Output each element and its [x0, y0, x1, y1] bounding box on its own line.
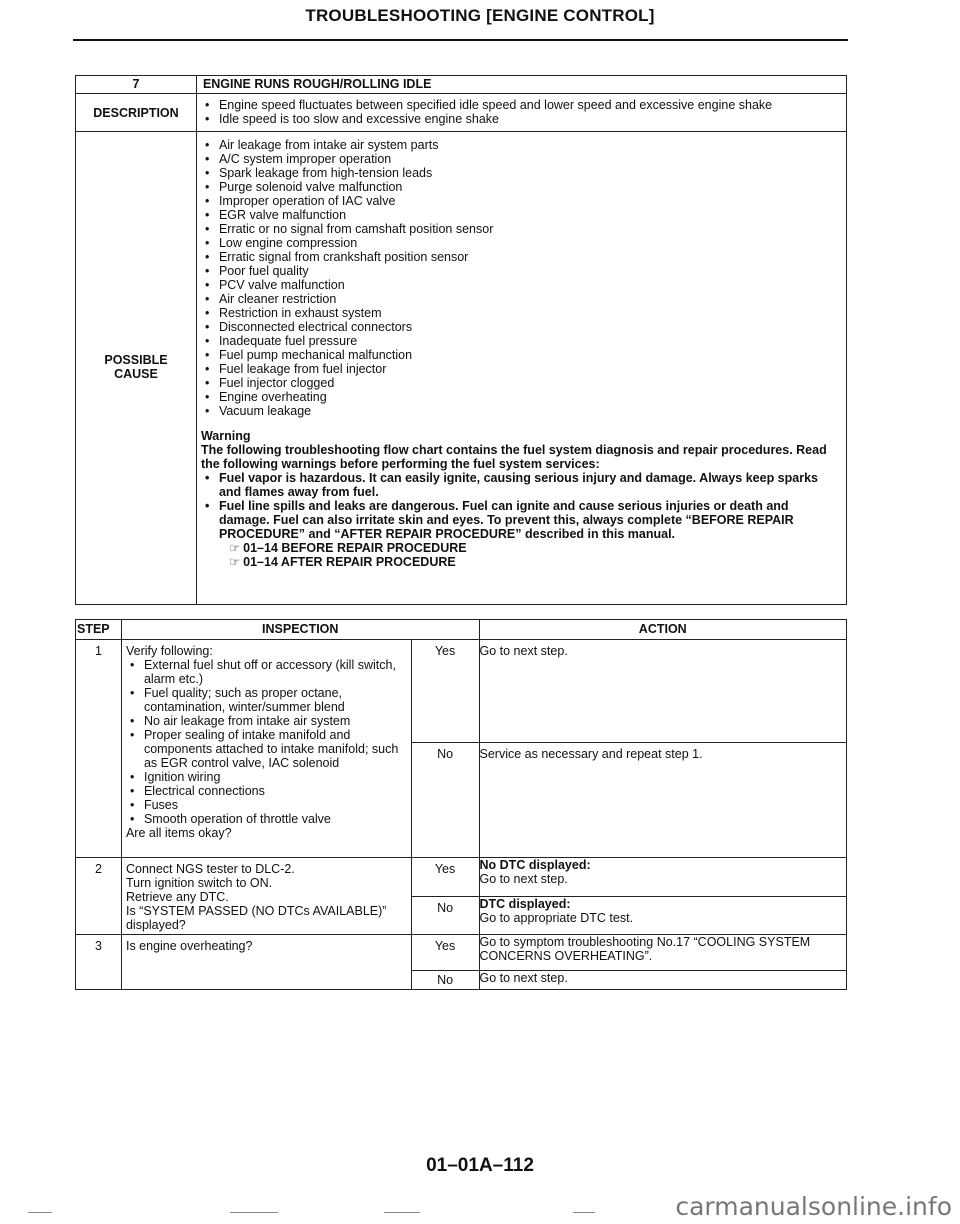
inspection-question: Are all items okay?: [125, 826, 232, 840]
answer-no: No: [411, 896, 479, 935]
list-item: • Smooth operation of throttle valve: [126, 812, 405, 826]
list-item: • Idle speed is too slow and excessive engine shake: [201, 112, 840, 126]
reference-link-label: 01–14 AFTER REPAIR PROCEDURE: [243, 555, 456, 569]
reference-hand-icon: ☞: [228, 541, 241, 555]
step-inspection: Is engine overheating?: [121, 935, 411, 990]
action-text: Go to next step.: [479, 872, 568, 886]
possible-cause-list: [201, 138, 840, 418]
scan-mark: [384, 1212, 420, 1213]
list-item: • Fuel injector clogged: [201, 376, 840, 390]
step-number: 3: [76, 935, 122, 990]
inspection-intro: Verify following:: [125, 644, 213, 658]
action-title: No DTC displayed:: [479, 858, 591, 872]
action-no: Service as necessary and repeat step 1.: [479, 743, 846, 858]
possible-cause-row: [76, 132, 847, 605]
table-row: [76, 935, 847, 971]
scan-mark: [230, 1212, 278, 1213]
list-item: • PCV valve malfunction: [201, 278, 840, 292]
inspection-line: Retrieve any DTC.: [125, 890, 229, 904]
site-watermark: carmanualsonline.info: [675, 1192, 952, 1221]
warning-heading: Warning: [200, 429, 251, 443]
possible-cause-label-line1: POSSIBLE: [104, 353, 168, 367]
action-title: DTC displayed:: [479, 896, 571, 911]
answer-yes: Yes: [411, 935, 479, 971]
action-no: Go to next step.: [479, 971, 846, 990]
list-item: • EGR valve malfunction: [201, 208, 840, 222]
list-item: • Proper sealing of intake manifold and components attached to intake manifold; such as EGR control valve, IAC solenoid: [126, 728, 405, 770]
list-item: • Fuses: [126, 798, 405, 812]
description-list: [201, 98, 840, 126]
list-item: • Purge solenoid valve malfunction: [201, 180, 840, 194]
possible-cause-label: [76, 132, 197, 605]
warning-list: [201, 471, 840, 541]
answer-yes: Yes: [411, 858, 479, 897]
scan-mark: [573, 1212, 595, 1213]
warning-intro: The following troubleshooting flow chart contains the fuel system diagnosis and repair procedures. Read the following warnings before performing the fuel system services:: [200, 443, 827, 471]
list-item: • No air leakage from intake air system: [126, 714, 405, 728]
list-item: • Vacuum leakage: [201, 404, 840, 418]
list-item: • Improper operation of IAC valve: [201, 194, 840, 208]
description-label: DESCRIPTION: [76, 94, 197, 132]
symptom-number: 7: [76, 76, 197, 94]
action-no: [479, 896, 846, 935]
list-item: • Restriction in exhaust system: [201, 306, 840, 320]
table-row: [76, 640, 847, 743]
step-number: 2: [76, 858, 122, 935]
table-row: [76, 858, 847, 897]
answer-no: No: [411, 971, 479, 990]
steps-header-row: [76, 620, 847, 640]
step-inspection: [121, 858, 411, 935]
action-yes: [479, 858, 846, 897]
list-item: • External fuel shut off or accessory (kill switch, alarm etc.): [126, 658, 405, 686]
list-item: • Poor fuel quality: [201, 264, 840, 278]
action-header: ACTION: [479, 620, 846, 640]
description-content: [196, 94, 846, 132]
list-item: • A/C system improper operation: [201, 152, 840, 166]
symptom-title: ENGINE RUNS ROUGH/ROLLING IDLE: [196, 76, 846, 94]
action-yes: Go to symptom troubleshooting No.17 “COOLING SYSTEM CONCERNS OVERHEATING”.: [479, 935, 846, 971]
page-number: 01–01A–112: [426, 1155, 534, 1176]
list-item: • Fuel pump mechanical malfunction: [201, 348, 840, 362]
inspection-line: Connect NGS tester to DLC-2.: [125, 862, 295, 876]
possible-cause-label-line2: CAUSE: [114, 367, 158, 381]
list-item: • Erratic or no signal from camshaft position sensor: [201, 222, 840, 236]
list-item: • Erratic signal from crankshaft position sensor: [201, 250, 840, 264]
page-title: TROUBLESHOOTING [ENGINE CONTROL]: [305, 6, 655, 25]
step-header: STEP: [76, 620, 122, 640]
reference-link-label: 01–14 BEFORE REPAIR PROCEDURE: [243, 541, 467, 555]
list-item: • Disconnected electrical connectors: [201, 320, 840, 334]
list-item: • Fuel vapor is hazardous. It can easily ignite, causing serious injury and damage. Always keep sparks and flames away from fuel.: [201, 471, 840, 499]
list-item: • Air cleaner restriction: [201, 292, 840, 306]
symptom-title-row: [76, 76, 847, 94]
symptom-table: [75, 75, 847, 605]
answer-yes: Yes: [411, 640, 479, 743]
inspection-header: INSPECTION: [121, 620, 479, 640]
possible-cause-content: [196, 132, 846, 605]
list-item: • Fuel line spills and leaks are dangerous. Fuel can ignite and cause serious injuries or death and damage. Fuel can also irritate skin and eyes. To prevent this, always complete “BEFORE REPAIR PROCEDURE” and “AFTER REPAIR PROCEDURE” described in this manual.: [201, 499, 840, 541]
list-item: • Air leakage from intake air system parts: [201, 138, 840, 152]
inspection-list: [126, 658, 405, 826]
reference-hand-icon: ☞: [228, 555, 241, 569]
header-rule: [73, 39, 848, 41]
list-item: • Low engine compression: [201, 236, 840, 250]
reference-link-before[interactable]: [201, 541, 840, 555]
action-yes: Go to next step.: [479, 640, 846, 743]
step-inspection: [121, 640, 411, 858]
list-item: • Engine overheating: [201, 390, 840, 404]
action-text: Go to appropriate DTC test.: [479, 910, 634, 925]
reference-link-after[interactable]: [201, 555, 840, 569]
scan-mark: [28, 1212, 52, 1213]
list-item: • Fuel leakage from fuel injector: [201, 362, 840, 376]
description-row: [76, 94, 847, 132]
list-item: • Spark leakage from high-tension leads: [201, 166, 840, 180]
list-item: • Fuel quality; such as proper octane, contamination, winter/summer blend: [126, 686, 405, 714]
inspection-line: Turn ignition switch to ON.: [125, 876, 273, 890]
list-item: • Engine speed fluctuates between specified idle speed and lower speed and excessive engine shake: [201, 98, 840, 112]
inspection-line: Is “SYSTEM PASSED (NO DTCs AVAILABLE)” displayed?: [125, 904, 387, 932]
steps-table: [75, 619, 847, 990]
list-item: • Electrical connections: [126, 784, 405, 798]
step-number: 1: [76, 640, 122, 858]
warning-block: [201, 429, 840, 569]
list-item: • Ignition wiring: [126, 770, 405, 784]
answer-no: No: [411, 743, 479, 858]
list-item: • Inadequate fuel pressure: [201, 334, 840, 348]
